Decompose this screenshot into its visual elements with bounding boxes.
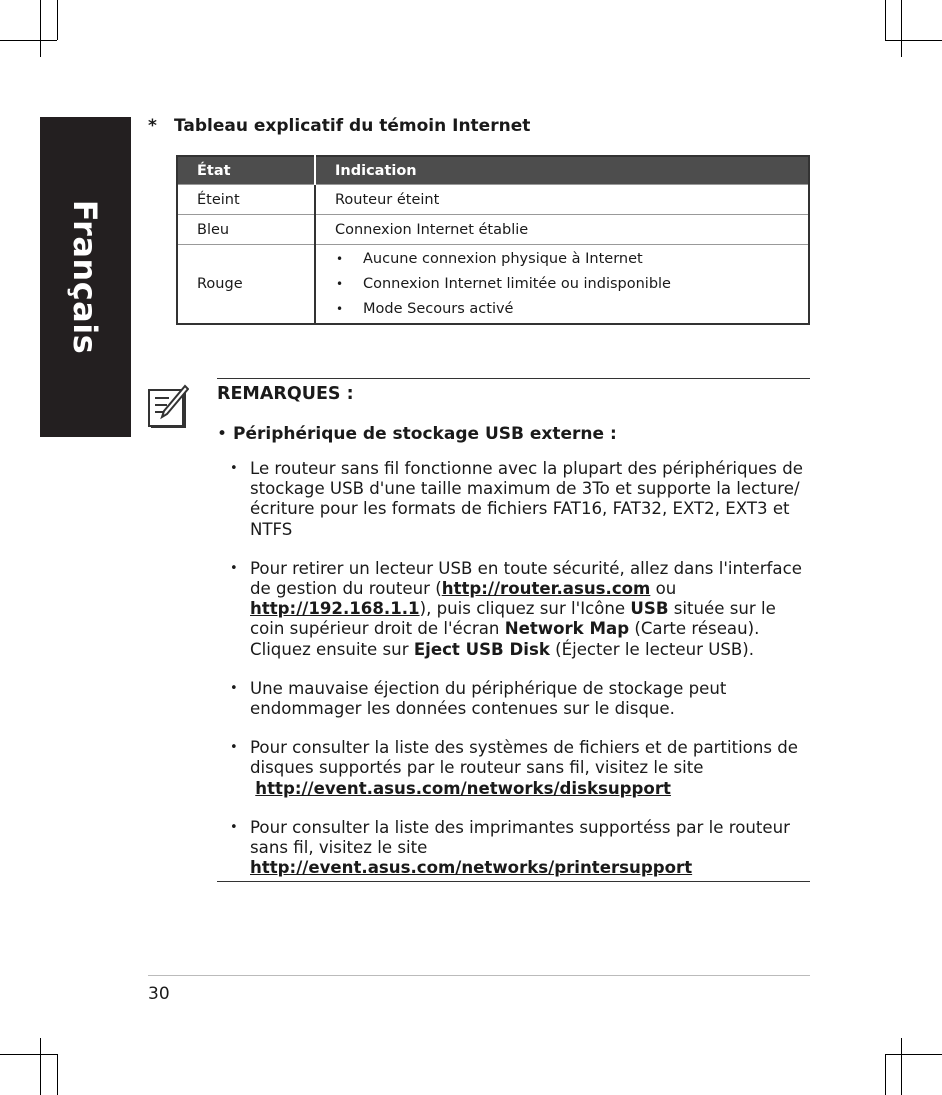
header-state: État	[177, 156, 315, 185]
subheading-text: Périphérique de stockage USB externe :	[233, 424, 617, 444]
note-item	[230, 559, 815, 660]
crop-mark	[57, 1054, 58, 1095]
crop-mark	[57, 0, 58, 40]
crop-mark	[885, 1054, 886, 1095]
crop-mark	[885, 1054, 942, 1055]
page-number: 30	[148, 984, 170, 1004]
table-row	[177, 245, 809, 325]
crop-mark	[40, 1038, 41, 1095]
state-cell: Bleu	[177, 215, 315, 245]
notes-heading: REMARQUES :	[217, 384, 354, 404]
indication-cell: Routeur éteint	[315, 185, 809, 215]
indication-cell	[315, 245, 809, 325]
note-item	[230, 818, 815, 879]
language-side-tab	[40, 117, 131, 437]
network-map-term: Network Map	[504, 619, 630, 639]
table-header-row	[177, 156, 809, 185]
note-text: située sur le coin supérieur droit de l'écran	[250, 599, 776, 639]
crop-mark	[885, 40, 942, 41]
note-text: ou	[650, 579, 677, 599]
table-title	[148, 116, 530, 136]
language-label: Français	[66, 199, 104, 355]
printersupport-link[interactable]: http://event.asus.com/networks/printersupport	[250, 858, 693, 878]
crop-mark	[901, 1038, 902, 1095]
state-cell: Rouge	[177, 245, 315, 325]
crop-mark	[885, 0, 886, 40]
router-asus-link[interactable]: http://router.asus.com	[441, 579, 651, 599]
notes-list	[230, 459, 815, 897]
table-title-text: Tableau explicatif du témoin Internet	[174, 116, 531, 136]
table-row	[177, 215, 809, 245]
note-text: Le routeur sans fil fonctionne avec la plupart des périphériques de stockage USB d'une taille maximum de 3To et supporte la lecture/écriture pour les formats de fichiers FAT16, FAT32, EXT2, EXT3 et NTFS	[250, 459, 803, 539]
note-text: (Éjecter le lecteur USB).	[549, 639, 755, 659]
crop-mark	[0, 1054, 57, 1055]
note-text: Une mauvaise éjection du périphérique de stockage peut endommager les données contenues sur le disque.	[250, 678, 727, 719]
usb-term: USB	[630, 599, 669, 619]
internet-led-table	[176, 155, 810, 325]
eject-usb-disk-term: Eject USB Disk	[413, 639, 550, 659]
disksupport-link[interactable]: http://event.asus.com/networks/disksupport	[255, 778, 671, 798]
footer-rule	[148, 975, 810, 976]
router-ip-link[interactable]: http://192.168.1.1	[250, 599, 420, 619]
note-pencil-icon	[147, 384, 189, 428]
indication-list	[335, 247, 808, 322]
crop-mark	[901, 0, 902, 57]
note-text: Pour consulter la liste des imprimantes supportéss par le routeur sans fil, visitez le site	[250, 817, 790, 858]
crop-mark	[0, 40, 57, 41]
note-text: ), puis cliquez sur l'Icône	[419, 599, 631, 619]
crop-mark	[40, 0, 41, 57]
header-indication: Indication	[315, 156, 809, 185]
indication-cell: Connexion Internet établie	[315, 215, 809, 245]
notes-bottom-rule	[217, 881, 810, 882]
note-text: Pour consulter la liste des systèmes de fichiers et de partitions de disques supportés par le routeur sans fil, visitez le site	[250, 738, 799, 778]
subheading-bullet: •	[217, 424, 228, 444]
note-item	[230, 459, 815, 540]
list-item: • Aucune connexion physique à Internet	[335, 247, 808, 272]
note-text: Pour retirer un lecteur USB en toute sécurité, allez dans l'interface de gestion du routeur (	[250, 558, 802, 599]
asterisk-marker: *	[148, 116, 157, 136]
notes-top-rule	[217, 378, 810, 379]
table-row	[177, 185, 809, 215]
note-item	[230, 738, 815, 799]
note-item	[230, 679, 815, 719]
list-item: • Mode Secours activé	[335, 297, 808, 322]
state-cell: Éteint	[177, 185, 315, 215]
usb-storage-subheading	[217, 424, 617, 444]
list-item: • Connexion Internet limitée ou indisponible	[335, 272, 808, 297]
note-text: (Carte réseau). Cliquez ensuite sur	[250, 619, 760, 659]
